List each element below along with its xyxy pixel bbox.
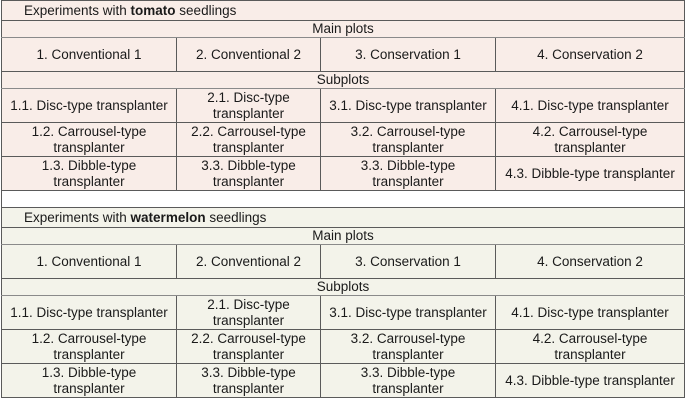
subplot-cell: 2.2. Carrousel-type transplanter [177,330,321,364]
tomato-section [2,1,685,191]
main-plot-cell: 4. Conservation 2 [496,38,685,72]
subplot-cell: 3.1. Disc-type transplanter [321,89,496,123]
section-title: Experiments with tomato seedlings [2,1,685,21]
subplot-cell: 2.1. Disc-type transplanter [177,296,321,330]
subplot-cell: 3.3. Dibble-type transplanter [321,157,496,191]
subplot-cell: 3.3. Dibble-type transplanter [321,364,496,398]
subplot-cell: 4.2. Carrousel-type transplanter [496,330,685,364]
subplot-cell: 4.1. Disc-type transplanter [496,89,685,123]
subplot-cell: 1.1. Disc-type transplanter [2,296,177,330]
blank-cell [2,191,685,208]
subplot-cell: 1.3. Dibble-type transplanter [2,157,177,191]
main-plots-label: Main plots [2,21,685,38]
subplot-cell: 1.1. Disc-type transplanter [2,89,177,123]
subplot-cell: 4.3. Dibble-type transplanter [496,157,685,191]
main-plot-cell: 3. Conservation 1 [321,245,496,279]
experiments-table [1,0,685,398]
subplot-cell: 1.2. Carrousel-type transplanter [2,123,177,157]
subplots-label: Subplots [2,72,685,89]
section-title: Experiments with watermelon seedlings [2,208,685,228]
main-plot-cell: 3. Conservation 1 [321,38,496,72]
subplot-cell: 1.3. Dibble-type transplanter [2,364,177,398]
main-plot-cell: 1. Conventional 1 [2,38,177,72]
main-plot-cell: 2. Conventional 2 [177,38,321,72]
spacer-row [2,191,685,208]
subplot-cell: 4.2. Carrousel-type transplanter [496,123,685,157]
subplot-cell: 1.2. Carrousel-type transplanter [2,330,177,364]
subplot-cell: 4.1. Disc-type transplanter [496,296,685,330]
subplots-label: Subplots [2,279,685,296]
subplot-cell: 3.1. Disc-type transplanter [321,296,496,330]
subplot-cell: 2.1. Disc-type transplanter [177,89,321,123]
watermelon-section [2,208,685,398]
main-plot-cell: 1. Conventional 1 [2,245,177,279]
subplot-cell: 3.2. Carrousel-type transplanter [321,123,496,157]
subplot-cell: 2.2. Carrousel-type transplanter [177,123,321,157]
main-plots-label: Main plots [2,228,685,245]
subplot-cell: 3.3. Dibble-type transplanter [177,364,321,398]
subplot-cell: 3.3. Dibble-type transplanter [177,157,321,191]
main-plot-cell: 2. Conventional 2 [177,245,321,279]
subplot-cell: 3.2. Carrousel-type transplanter [321,330,496,364]
main-plot-cell: 4. Conservation 2 [496,245,685,279]
subplot-cell: 4.3. Dibble-type transplanter [496,364,685,398]
